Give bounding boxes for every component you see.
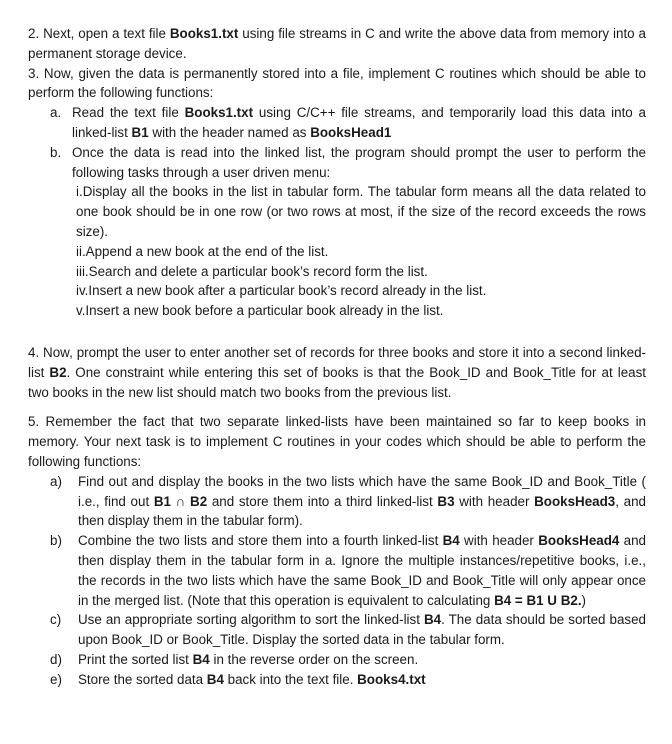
paragraph-2: 2. Next, open a text file Books1.txt using file streams in C and write the above data from memory into a permanent storage device. xyxy=(28,26,646,61)
menu-task-list xyxy=(76,182,646,321)
menu-task-item: v.Insert a new book before a particular book already in the list. xyxy=(76,303,444,319)
paragraph-3: 3. Now, given the data is permanently stored into a file, implement C routines which should be able to perform the following functions: xyxy=(28,65,646,101)
paragraph-4: 4. Now, prompt the user to enter another set of records for three books and store it into a second linked-list B2. One constraint while entering this set of books is that the Book_ID and Book_Title for at least two books in the new list should match two books from the previous list. xyxy=(28,344,646,400)
menu-task-item: i.Display all the books in the list in tabular form. The tabular form means all the data related to one book should be in one row (or two rows at most, if the size of the record exceeds the rows size). xyxy=(76,184,646,239)
item-5c: c) Use an appropriate sorting algorithm to sort the linked-list B4. The data should be sorted based upon Book_ID or Book_Title. Display the sorted data in the tabular form. xyxy=(50,612,646,648)
item-3a: a. Read the text file Books1.txt using C/C++ file streams, and temporarily load this data into a linked-list B1 with the header named as BooksHead1 xyxy=(50,105,646,140)
menu-task-item: iii.Search and delete a particular book’s record form the list. xyxy=(76,263,428,279)
menu-task-item: ii.Append a new book at the end of the list. xyxy=(76,243,329,259)
paragraph-5: 5. Remember the fact that two separate linked-lists have been maintained so far to keep books in memory. Your next task is to implement C routines in your codes which should be able to perform the following functions: xyxy=(28,414,646,469)
item-5d: d) Print the sorted list B4 in the reverse order on the screen. xyxy=(50,651,419,667)
item-5a: a) Find out and display the books in the two lists which have the same Book_ID and Book_Title ( i.e., find out B1 ∩ B2 and store them into a third linked-list B3 with header BooksHead3, and then display them in the tabular form). xyxy=(50,473,646,529)
menu-task-item: iv.Insert a new book after a particular book’s record already in the list. xyxy=(76,283,487,299)
item-5e: e) Store the sorted data B4 back into the text file. Books4.txt xyxy=(50,671,426,687)
item-5b: b) Combine the two lists and store them into a fourth linked-list B4 with header BooksHead4 and then display them in the tabular form in a. Ignore the multiple instances/repetitive books, i.e., the records in the two lists which have the same Book_ID and Book_Title will only appear once in the merged list. (Note that this operation is equivalent to calculating B4 = B1 U B2.) xyxy=(50,533,647,608)
item-3b: b. Once the data is read into the linked list, the program should prompt the user to perform the following tasks through a user driven menu: xyxy=(50,144,646,180)
